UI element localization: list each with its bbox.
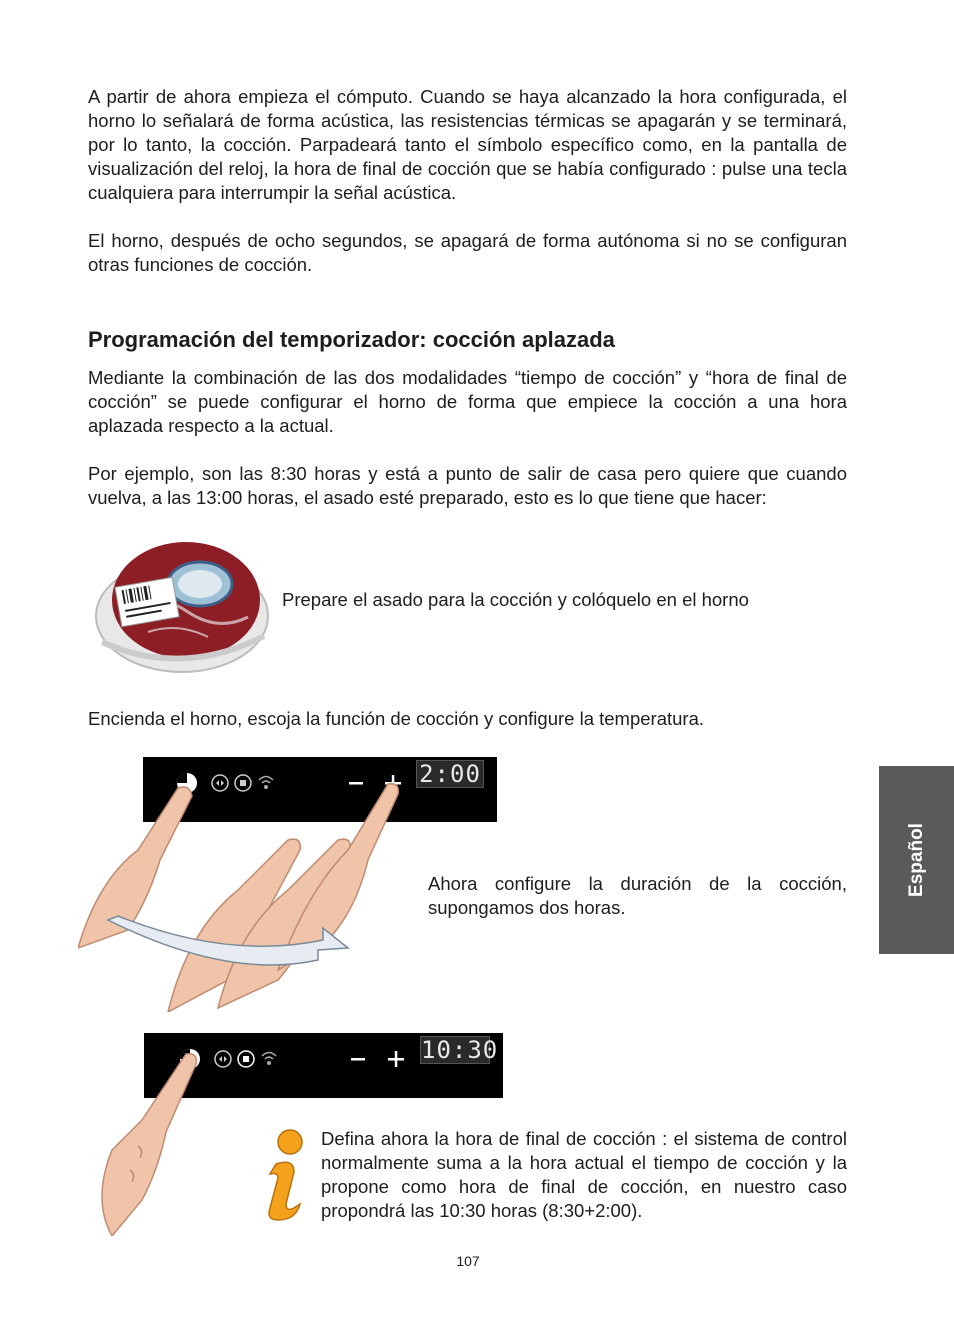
plus-icon[interactable] [386, 1049, 406, 1069]
hand-press-image [82, 1050, 202, 1236]
combination-paragraph: Mediante la combinación de las dos modalidades “tiempo de cocción” y “hora de final de cocción” se puede configurar el horno de forma que empiece la cocción a una hora aplazada respecto a la actual. [88, 367, 847, 436]
stop-icon[interactable] [237, 1050, 255, 1068]
end-time-text: Defina ahora la hora de final de cocción : el sistema de control normalmente suma a la hora actual el tiempo de cocción y la propone como hora de final de cocción, en nuestro caso propondrá las 10:30 horas (8:30+2:00). [321, 1128, 847, 1221]
function-icon[interactable] [214, 1050, 232, 1068]
configure-duration-text: Ahora configure la duración de la cocción, supongamos dos horas. [428, 873, 847, 918]
roast-image [88, 532, 272, 680]
info-icon [260, 1128, 312, 1222]
minus-icon[interactable] [350, 1051, 366, 1067]
section-heading: Programación del temporizador: cocción aplazada [88, 327, 615, 352]
turn-on-paragraph: Encienda el horno, escoja la función de cocción y configure la temperatura. [88, 708, 705, 729]
auto-off-paragraph: El horno, después de ocho segundos, se apagará de forma autónoma si no se configuran otras funciones de cocción. [88, 230, 847, 275]
language-tab-label: Español [905, 823, 927, 897]
time-display: 2:00 [416, 760, 484, 788]
prepare-roast-text: Prepare el asado para la cocción y colóquelo en el horno [282, 589, 749, 610]
example-paragraph: Por ejemplo, son las 8:30 horas y está a punto de salir de casa pero quiere que cuando vuelva, a las 13:00 horas, el asado esté preparado, esto es lo que tiene que hacer: [88, 463, 847, 508]
signal-icon[interactable] [260, 1049, 278, 1069]
intro-paragraph: A partir de ahora empieza el cómputo. Cuando se haya alcanzado la hora configurada, el horno lo señalará de forma acústica, las resistencias térmicas se apagarán y se terminará, por lo tanto, la cocción. Parpadeará tanto el símbolo específico como, en la pantalla de visualización del reloj, la hora de final de cocción que se había configurado : pulse una tecla cualquiera para interrumpir la señal acústica. [88, 86, 847, 203]
page-number: 107 [456, 1253, 480, 1269]
hands-press-image [78, 780, 428, 1012]
time-display: 10:30 [421, 1036, 499, 1064]
language-tab [879, 766, 954, 954]
